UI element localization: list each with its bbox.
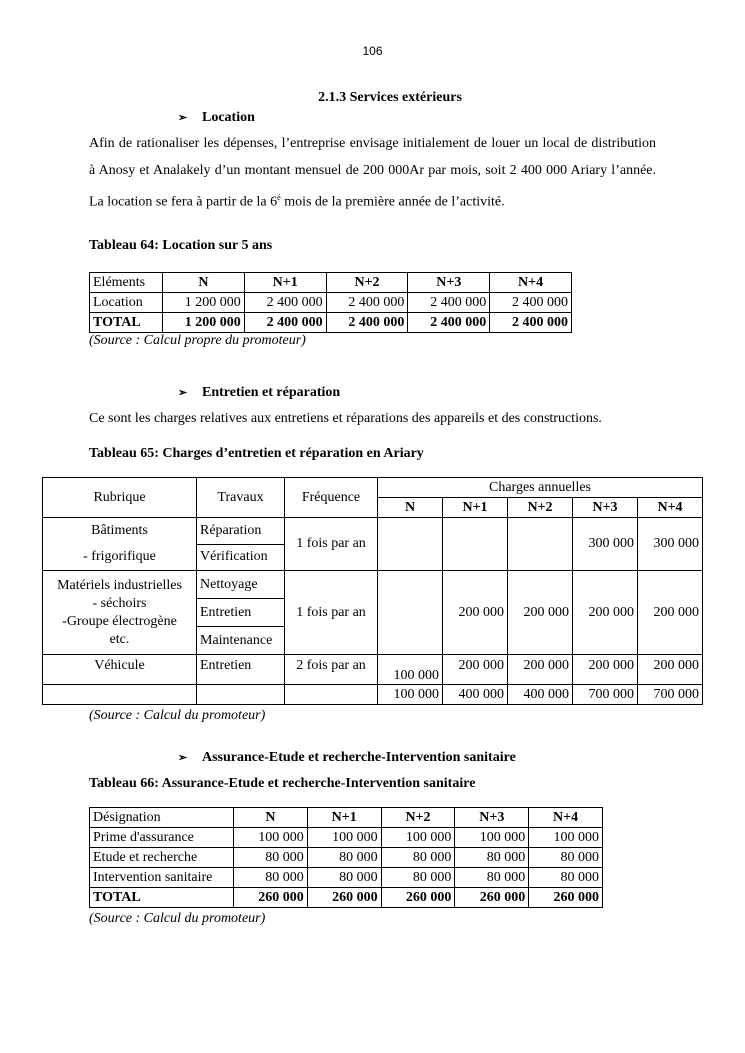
travaux-cell: Maintenance [197, 627, 285, 655]
cell: 100 000 [307, 828, 381, 848]
row-label: Location [90, 293, 163, 313]
header-cell: N+4 [490, 273, 572, 293]
cell: 1 200 000 [163, 313, 245, 333]
header-year: N+1 [443, 498, 508, 518]
value-cell: 200 000 [443, 655, 508, 685]
rubrique-line: Bâtiments [91, 523, 148, 538]
row-label: Intervention sanitaire [90, 868, 234, 888]
header-cell: N [163, 273, 245, 293]
total-cell: 400 000 [443, 685, 508, 705]
table-header-row [90, 808, 603, 828]
travaux-cell: Vérification [197, 544, 285, 571]
paragraph-text-end: mois de la première année de l’activité. [280, 194, 505, 210]
cell: 80 000 [529, 848, 603, 868]
cell: 100 000 [455, 828, 529, 848]
cell: 80 000 [234, 868, 308, 888]
table-row [43, 571, 703, 599]
value-cell: 100 000 [378, 655, 443, 685]
cell: 260 000 [381, 888, 455, 908]
value-cell: 200 000 [508, 655, 573, 685]
table66-source: (Source : Calcul du promoteur) [89, 911, 266, 926]
value-cell [443, 518, 508, 571]
header-cell: N+3 [408, 273, 490, 293]
cell: 260 000 [455, 888, 529, 908]
value-cell [378, 518, 443, 571]
rubrique-line: - séchoirs [92, 595, 147, 611]
section-title: 2.1.3 Services extérieurs [318, 90, 462, 105]
table-total-row [90, 888, 603, 908]
cell: 80 000 [307, 868, 381, 888]
header-year: N [378, 498, 443, 518]
superscript: é [277, 193, 281, 202]
header-cell: N+4 [529, 808, 603, 828]
table-row [43, 655, 703, 685]
table66-caption: Tableau 66: Assurance-Etude et recherche-Intervention sanitaire [89, 776, 476, 791]
cell: 100 000 [381, 828, 455, 848]
header-cell: Eléments [90, 273, 163, 293]
rubrique-cell [43, 571, 197, 655]
row-label: TOTAL [90, 888, 234, 908]
table64-source: (Source : Calcul propre du promoteur) [89, 333, 306, 348]
rubrique-line: -Groupe électrogène [62, 613, 177, 629]
cell: 80 000 [307, 848, 381, 868]
cell: 2 400 000 [326, 313, 408, 333]
header-cell: N+2 [326, 273, 408, 293]
table-header-row [43, 478, 703, 498]
empty-cell [43, 685, 197, 705]
table-row [43, 518, 703, 545]
row-label: Etude et recherche [90, 848, 234, 868]
cell: 2 400 000 [326, 293, 408, 313]
header-charges-annuelles: Charges annuelles [378, 478, 703, 498]
value-cell: 200 000 [443, 571, 508, 655]
empty-cell [197, 685, 285, 705]
header-cell: N+3 [455, 808, 529, 828]
table64 [89, 272, 572, 333]
assurance-heading-text: Assurance-Etude et recherche-Intervention sanitaire [202, 750, 516, 765]
table-row [90, 848, 603, 868]
table-row [90, 293, 572, 313]
value-cell: 200 000 [638, 571, 703, 655]
arrow-bullet-icon: ➢ [178, 112, 188, 124]
header-cell: N+2 [381, 808, 455, 828]
page-number: 106 [362, 44, 383, 58]
value-cell [508, 518, 573, 571]
cell: 100 000 [529, 828, 603, 848]
arrow-bullet-icon: ➢ [178, 752, 188, 764]
table65-source: (Source : Calcul du promoteur) [89, 708, 266, 723]
value-cell: 200 000 [573, 571, 638, 655]
table66 [89, 807, 603, 908]
header-cell: Désignation [90, 808, 234, 828]
value-cell [378, 571, 443, 655]
header-cell: N+1 [244, 273, 326, 293]
value-cell: 300 000 [573, 518, 638, 571]
table65-caption: Tableau 65: Charges d’entretien et réparation en Ariary [89, 446, 424, 461]
cell: 2 400 000 [490, 313, 572, 333]
travaux-cell: Réparation [197, 518, 285, 545]
cell: 100 000 [234, 828, 308, 848]
frequence-cell: 1 fois par an [285, 571, 378, 655]
cell: 80 000 [529, 868, 603, 888]
header-frequence: Fréquence [285, 478, 378, 518]
table-header-row [90, 273, 572, 293]
header-year: N+2 [508, 498, 573, 518]
cell: 2 400 000 [244, 293, 326, 313]
total-cell: 400 000 [508, 685, 573, 705]
value-cell: 200 000 [638, 655, 703, 685]
cell: 2 400 000 [408, 313, 490, 333]
row-label: TOTAL [90, 313, 163, 333]
rubrique-line: Matériels industrielles [57, 577, 182, 593]
cell: 80 000 [381, 848, 455, 868]
cell: 2 400 000 [244, 313, 326, 333]
assurance-heading [178, 750, 516, 766]
header-year: N+3 [573, 498, 638, 518]
travaux-cell: Entretien [197, 599, 285, 627]
table64-caption: Tableau 64: Location sur 5 ans [89, 238, 273, 253]
location-paragraph [89, 130, 656, 216]
cell: 260 000 [529, 888, 603, 908]
cell: 260 000 [234, 888, 308, 908]
header-rubrique: Rubrique [43, 478, 197, 518]
paragraph-text: Afin de rationaliser les dépenses, l’entreprise envisage initialement de louer un local de distribution à Anosy et Analakely d’un montant mensuel de 200 000Ar par mois, soit 2 400 000 Ariary l’année. La location se fera à partir de la 6 [89, 136, 656, 210]
location-heading-text: Location [202, 110, 255, 125]
rubrique-line: - frigorifique [83, 549, 156, 564]
table-total-row [90, 313, 572, 333]
header-year: N+4 [638, 498, 703, 518]
location-heading [178, 110, 255, 126]
entretien-heading [178, 385, 340, 401]
frequence-cell: 1 fois par an [285, 518, 378, 571]
header-travaux: Travaux [197, 478, 285, 518]
value-cell: 200 000 [573, 655, 638, 685]
travaux-cell: Entretien [197, 655, 285, 685]
frequence-cell: 2 fois par an [285, 655, 378, 685]
cell: 80 000 [455, 868, 529, 888]
cell: 260 000 [307, 888, 381, 908]
table-row [90, 828, 603, 848]
cell: 80 000 [234, 848, 308, 868]
entretien-heading-text: Entretien et réparation [202, 385, 341, 400]
cell: 2 400 000 [490, 293, 572, 313]
rubrique-cell [43, 518, 197, 571]
cell: 2 400 000 [408, 293, 490, 313]
value-cell: 300 000 [638, 518, 703, 571]
total-cell: 700 000 [573, 685, 638, 705]
table-row [90, 868, 603, 888]
total-cell: 700 000 [638, 685, 703, 705]
rubrique-line: etc. [109, 631, 130, 647]
entretien-paragraph: Ce sont les charges relatives aux entretiens et réparations des appareils et des constructions. [89, 411, 602, 426]
table-total-row [43, 685, 703, 705]
travaux-cell: Nettoyage [197, 571, 285, 599]
header-cell: N+1 [307, 808, 381, 828]
value-cell: 200 000 [508, 571, 573, 655]
header-cell: N [234, 808, 308, 828]
arrow-bullet-icon: ➢ [178, 387, 188, 399]
cell: 80 000 [455, 848, 529, 868]
empty-cell [285, 685, 378, 705]
cell: 80 000 [381, 868, 455, 888]
cell: 1 200 000 [163, 293, 245, 313]
rubrique-cell: Véhicule [43, 655, 197, 685]
total-cell: 100 000 [378, 685, 443, 705]
row-label: Prime d'assurance [90, 828, 234, 848]
table65 [42, 477, 703, 705]
